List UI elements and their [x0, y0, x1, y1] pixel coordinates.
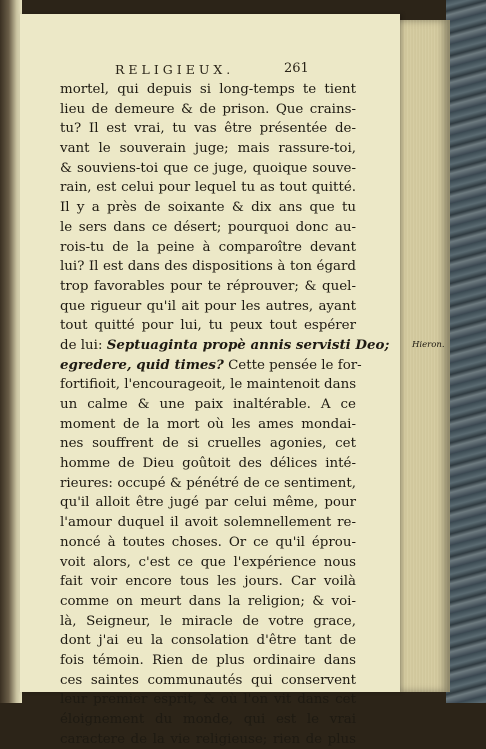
text-line: dont j'ai eu la consolation d'être tant de — [60, 633, 356, 649]
book-cover-right — [446, 0, 486, 703]
text-line: homme de Dieu goûtoit des délices inté- — [60, 456, 356, 472]
text-segment: Cette pensée le for- — [228, 357, 362, 373]
text-line: comme on meurt dans la religion; & voi- — [60, 593, 356, 609]
text-line: là, Seigneur, le miracle de votre grace, — [60, 613, 356, 629]
text-line: éloignement du monde, qui est le vrai — [60, 712, 356, 727]
book-cover-left — [0, 0, 22, 703]
text-line: que rigueur qu'il ait pour les autres, ayant — [60, 298, 356, 314]
latin-quote: egredere, quid times? — [60, 356, 224, 373]
text-line: rois-tu de la peine à comparoître devant — [60, 239, 356, 255]
text-line-with-quote — [60, 336, 445, 356]
text-line: voit alors, c'est ce que l'expérience nous — [60, 554, 356, 570]
latin-quote: Septuaginta propè annis servisti Deo; — [106, 336, 390, 353]
text-segment: de lui: — [60, 337, 103, 353]
text-line: nes souffrent de si cruelles agonies, cet — [60, 436, 356, 452]
book-page — [20, 14, 445, 747]
text-line: fortifioit, l'encourageoit, le maintenoit dans — [60, 377, 357, 393]
text-line: trop favorables pour te réprouver; & quel- — [60, 278, 356, 294]
text-line: lieu de demeure & de prison. Que crains- — [60, 101, 356, 117]
text-line: mortel, qui depuis si long-temps te tient — [60, 82, 356, 97]
text-line: un calme & une paix inaltérable. A ce — [60, 397, 356, 412]
text-line: rieures: occupé & pénétré de ce sentiment, — [60, 475, 356, 491]
text-line: rain, est celui pour lequel tu as tout quitté. — [60, 180, 356, 196]
body-text — [60, 80, 445, 749]
text-line: lui? Il est dans des dispositions à ton égard — [60, 259, 356, 275]
text-line: Il y a près de soixante & dix ans que tu — [60, 200, 356, 216]
text-line: qu'il alloit être jugé par celui même, pour — [60, 495, 356, 511]
text-line: noncé à toutes choses. Or ce qu'il éprou- — [60, 534, 356, 550]
running-head — [20, 62, 400, 82]
text-line: caractere de la vie religieuse; rien de plus — [60, 731, 356, 747]
text-line: moment de la mort où les ames mondai- — [60, 416, 356, 432]
text-line: l'amour duquel il avoit solemnellement re- — [60, 515, 356, 531]
text-line: tu? Il est vrai, tu vas être présentée de- — [60, 121, 356, 137]
margin-note: Hieron. — [412, 339, 445, 350]
text-line: vant le souverain juge; mais rassure-toi, — [60, 141, 356, 157]
text-line: & souviens-toi que ce juge, quoique souve- — [60, 160, 356, 176]
text-line: fait voir encore tous les jours. Car voilà — [60, 574, 356, 590]
text-line: fois témoin. Rien de plus ordinaire dans — [60, 652, 356, 668]
text-line: le sers dans ce désert; pourquoi donc au- — [60, 219, 356, 235]
text-line: leur premier esprit, & où l'on vit dans cet — [60, 692, 356, 708]
page-number: 261 — [284, 61, 309, 76]
page-edges — [398, 20, 450, 692]
text-line: tout quitté pour lui, tu peux tout espérer — [60, 318, 356, 334]
text-line: ces saintes communautés qui conservent — [60, 672, 356, 688]
text-line-with-quote — [60, 356, 362, 376]
running-head-title: RELIGIEUX. — [115, 62, 235, 77]
